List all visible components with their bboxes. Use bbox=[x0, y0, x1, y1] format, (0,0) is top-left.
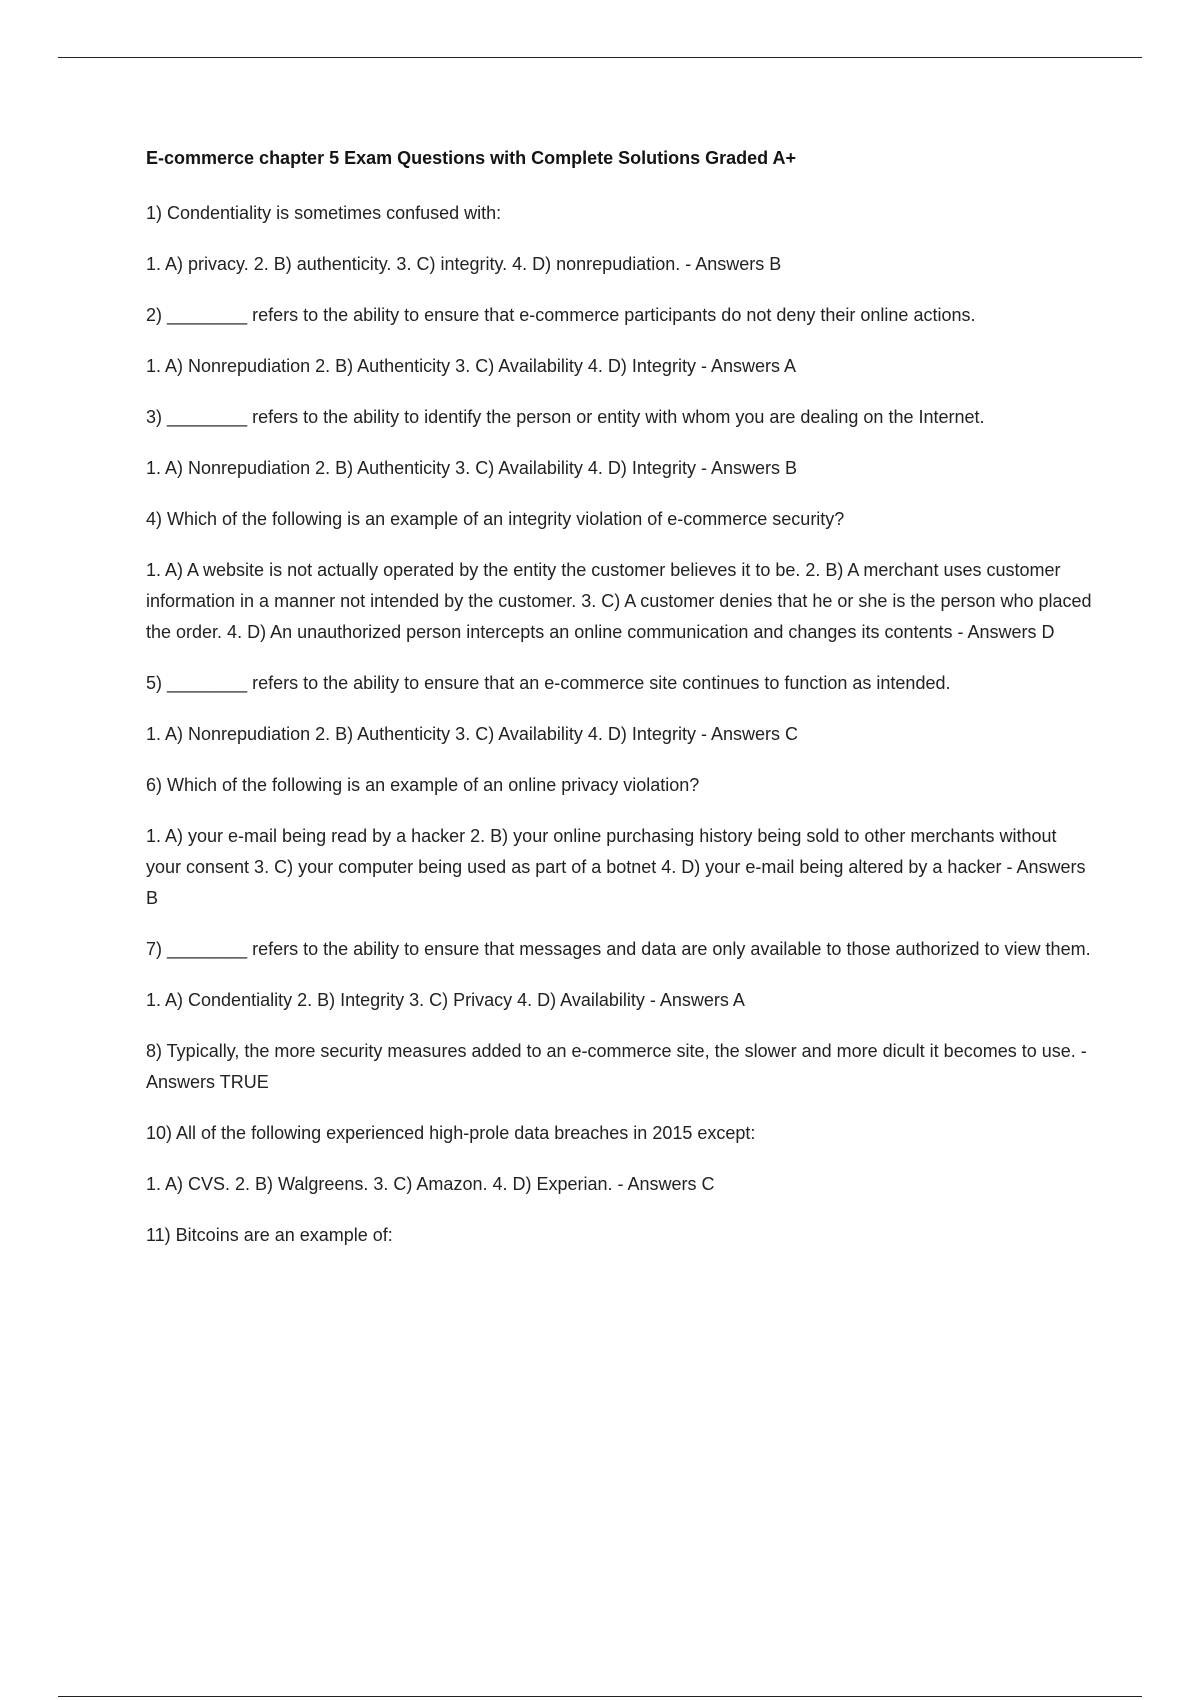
answer-4: 1. A) A website is not actually operated by the entity the customer believes it to be. 2. B) A merchant uses customer information in a manner not intended by the customer. 3. C) A customer denies that he or she is the person who placed the order. 4. D) An unauthorized person intercepts an online communication and changes its contents - Answers D bbox=[146, 560, 1092, 642]
answer-5: 1. A) Nonrepudiation 2. B) Authenticity 3. C) Availability 4. D) Integrity - Answers C bbox=[146, 724, 798, 744]
question-5: 5) ________ refers to the ability to ensure that an e-commerce site continues to function as intended. bbox=[146, 673, 951, 693]
answer-2: 1. A) Nonrepudiation 2. B) Authenticity 3. C) Availability 4. D) Integrity - Answers A bbox=[146, 356, 796, 376]
question-10: 10) All of the following experienced high-prole data breaches in 2015 except: bbox=[146, 1123, 756, 1143]
answer-1: 1. A) privacy. 2. B) authenticity. 3. C) integrity. 4. D) nonrepudiation. - Answers B bbox=[146, 254, 782, 274]
document-body bbox=[146, 146, 1096, 1271]
answer-7: 1. A) Condentiality 2. B) Integrity 3. C) Privacy 4. D) Availability - Answers A bbox=[146, 990, 745, 1010]
question-4: 4) Which of the following is an example of an integrity violation of e-commerce security? bbox=[146, 509, 845, 529]
answer-3: 1. A) Nonrepudiation 2. B) Authenticity 3. C) Availability 4. D) Integrity - Answers B bbox=[146, 458, 797, 478]
question-7: 7) ________ refers to the ability to ensure that messages and data are only available to those authorized to view them. bbox=[146, 939, 1091, 959]
question-1: 1) Condentiality is sometimes confused with: bbox=[146, 203, 502, 223]
question-8: 8) Typically, the more security measures added to an e-commerce site, the slower and more dicult it becomes to use. - Answers TRUE bbox=[146, 1041, 1087, 1092]
question-2: 2) ________ refers to the ability to ensure that e-commerce participants do not deny their online actions. bbox=[146, 305, 976, 325]
question-11: 11) Bitcoins are an example of: bbox=[146, 1225, 393, 1245]
top-rule bbox=[58, 57, 1142, 58]
bottom-rule bbox=[58, 1696, 1142, 1697]
question-6: 6) Which of the following is an example of an online privacy violation? bbox=[146, 775, 700, 795]
answer-10: 1. A) CVS. 2. B) Walgreens. 3. C) Amazon. 4. D) Experian. - Answers C bbox=[146, 1174, 715, 1194]
question-3: 3) ________ refers to the ability to identify the person or entity with whom you are dealing on the Internet. bbox=[146, 407, 985, 427]
document-title: E-commerce chapter 5 Exam Questions with Complete Solutions Graded A+ bbox=[146, 148, 796, 168]
answer-6: 1. A) your e-mail being read by a hacker 2. B) your online purchasing history being sold to other merchants without your consent 3. C) your computer being used as part of a botnet 4. D) your e-mail being altered by a hacker - Answers B bbox=[146, 826, 1086, 908]
